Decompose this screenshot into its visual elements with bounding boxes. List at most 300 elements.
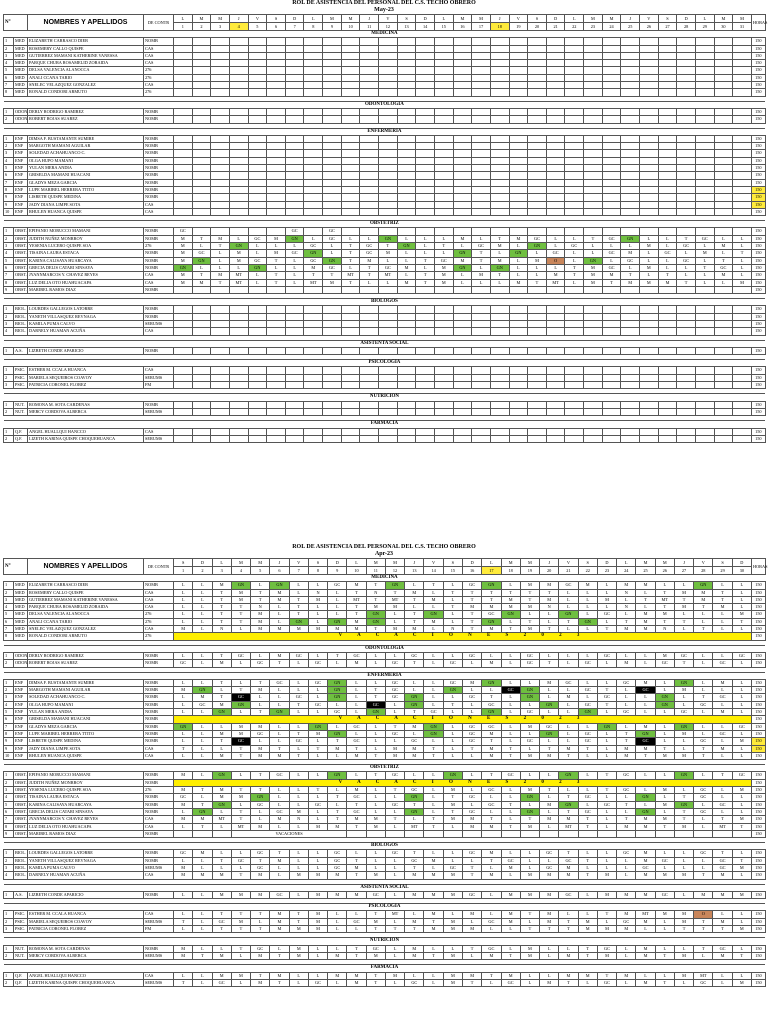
shift-cell: L xyxy=(462,952,481,959)
shift-cell xyxy=(174,306,193,313)
shift-cell: GC xyxy=(366,701,385,708)
shift-cell: L xyxy=(462,787,481,794)
shift-cell: L xyxy=(270,794,289,801)
shift-cell: L xyxy=(636,660,655,667)
shift-cell: L xyxy=(443,850,462,857)
shift-cell xyxy=(472,401,491,408)
shift-cell: L xyxy=(546,235,565,242)
hours-total: 150 xyxy=(751,779,765,786)
shift-cell: L xyxy=(193,582,212,589)
shift-cell xyxy=(434,306,453,313)
shift-cell: L xyxy=(270,604,289,611)
day-letter: M xyxy=(584,15,603,23)
shift-cell: L xyxy=(251,582,270,589)
contract-type: 276 xyxy=(144,633,174,640)
row-number: 4 xyxy=(4,701,14,708)
shift-cell: L xyxy=(658,235,677,242)
shift-cell xyxy=(285,172,304,179)
shift-cell xyxy=(714,201,733,208)
day-number: 21 xyxy=(546,23,565,31)
shift-cell: L xyxy=(732,794,751,801)
staff-name: LUZ DELIA OTO HUAHUACAPA xyxy=(28,823,144,830)
staff-name: LUPE MARIBEL HERRERA TTITO xyxy=(28,186,144,193)
shift-cell: L xyxy=(695,257,714,264)
shift-cell xyxy=(472,435,491,442)
shift-cell: L xyxy=(289,709,308,716)
shift-cell xyxy=(416,150,435,157)
shift-cell xyxy=(714,38,733,45)
shift-cell: L xyxy=(270,823,289,830)
shift-cell xyxy=(597,830,616,837)
staff-name: MARGOTH MAMANI AGUILAR xyxy=(28,143,144,150)
shift-cell: GC xyxy=(602,264,621,271)
shift-cell xyxy=(621,401,640,408)
shift-cell: L xyxy=(597,816,616,823)
shift-cell xyxy=(174,108,193,115)
day-letter: M xyxy=(733,15,752,23)
hours-total: 150 xyxy=(751,150,765,157)
shift-cell: L xyxy=(443,911,462,918)
shift-cell xyxy=(602,135,621,142)
shift-cell xyxy=(366,830,385,837)
shift-cell: T xyxy=(424,918,443,925)
shift-cell: L xyxy=(640,272,659,279)
shift-cell xyxy=(323,313,342,320)
shift-cell: L xyxy=(174,926,193,933)
day-number: 20 xyxy=(528,23,547,31)
shift-cell: L xyxy=(713,618,732,625)
table-row xyxy=(4,745,766,752)
shift-cell xyxy=(509,367,528,374)
day-letter: M xyxy=(714,15,733,23)
shift-cell xyxy=(658,408,677,415)
shift-cell: M xyxy=(366,816,385,823)
shift-cell xyxy=(602,52,621,59)
shift-cell xyxy=(434,74,453,81)
shift-cell: T xyxy=(732,952,751,959)
shift-cell: GN xyxy=(424,723,443,730)
shift-cell: M xyxy=(694,596,713,603)
shift-cell xyxy=(360,194,379,201)
shift-cell xyxy=(323,108,342,115)
shift-cell xyxy=(229,165,248,172)
shift-cell: T xyxy=(323,272,342,279)
row-role: NUT. xyxy=(14,945,28,952)
shift-cell: T xyxy=(501,823,520,830)
shift-cell: L xyxy=(462,660,481,667)
hours-total: 150 xyxy=(751,201,765,208)
shift-cell: M xyxy=(366,952,385,959)
shift-cell: L xyxy=(251,918,270,925)
shift-cell: T xyxy=(174,979,193,986)
shift-cell: T xyxy=(559,752,578,759)
shift-cell: GN xyxy=(248,264,267,271)
shift-cell xyxy=(397,108,416,115)
shift-cell xyxy=(229,108,248,115)
shift-cell: GC xyxy=(578,808,597,815)
shift-cell xyxy=(192,143,211,150)
shift-cell xyxy=(248,286,267,293)
row-role: BIOL. xyxy=(15,313,27,319)
shift-cell: M xyxy=(434,272,453,279)
shift-cell: L xyxy=(509,264,528,271)
shift-cell: T xyxy=(416,257,435,264)
shift-cell xyxy=(379,165,398,172)
hours-total: 150 xyxy=(751,313,765,320)
shift-cell xyxy=(658,347,677,354)
row-number: 8 xyxy=(4,279,14,286)
shift-cell xyxy=(695,108,714,115)
day-number: 28 xyxy=(677,23,696,31)
shift-cell: M xyxy=(655,611,674,618)
hours-total: 150 xyxy=(751,228,765,235)
day-number: 17 xyxy=(472,23,491,31)
shift-cell: GN xyxy=(597,723,616,730)
shift-cell xyxy=(565,143,584,150)
shift-cell xyxy=(434,374,453,381)
shift-cell: L xyxy=(733,272,752,279)
section-header: PSICOLOGIA xyxy=(4,904,766,911)
shift-cell xyxy=(248,320,267,327)
staff-name: JUDITH NUÑEZ MONRROY xyxy=(28,235,144,242)
shift-cell: GN xyxy=(366,618,385,625)
shift-cell: L xyxy=(308,582,327,589)
shift-cell xyxy=(546,347,565,354)
hours-total: 150 xyxy=(751,738,765,745)
contract-type: NOMB xyxy=(144,157,174,164)
shift-cell xyxy=(341,408,360,415)
section-header: MEDICINA xyxy=(4,575,766,582)
shift-cell xyxy=(174,313,193,320)
shift-cell: L xyxy=(732,660,751,667)
shift-cell xyxy=(379,157,398,164)
shift-cell: L xyxy=(193,618,212,625)
shift-cell xyxy=(509,179,528,186)
table-row xyxy=(4,382,766,389)
shift-cell: L xyxy=(597,582,616,589)
shift-cell: L xyxy=(328,589,347,596)
shift-cell: L xyxy=(193,857,212,864)
staff-name: PATRICIA CORONEL FLOREZ xyxy=(28,382,144,389)
shift-cell: T xyxy=(251,679,270,686)
shift-cell xyxy=(248,367,267,374)
shift-cell: L xyxy=(379,279,398,286)
shift-cell: GC xyxy=(578,730,597,737)
shift-cell xyxy=(546,135,565,142)
shift-cell: L xyxy=(251,694,270,701)
shift-cell xyxy=(565,38,584,45)
shift-cell: L xyxy=(366,864,385,871)
staff-name: LUZ DELIA OTO HUAHUACAPA xyxy=(28,279,144,286)
row-role: OBST. xyxy=(15,808,27,814)
shift-cell xyxy=(584,228,603,235)
shift-cell xyxy=(617,830,636,837)
shift-cell: L xyxy=(501,660,520,667)
hours-total: 150 xyxy=(751,328,765,335)
row-role: BIOL. xyxy=(15,306,27,312)
shift-cell xyxy=(658,428,677,435)
shift-cell: T xyxy=(231,618,250,625)
shift-cell: M xyxy=(694,589,713,596)
shift-cell xyxy=(528,135,547,142)
shift-cell xyxy=(248,428,267,435)
shift-cell xyxy=(602,401,621,408)
shift-cell: GC xyxy=(270,808,289,815)
table-row xyxy=(4,186,766,193)
shift-cell xyxy=(211,60,230,67)
shift-cell xyxy=(211,67,230,74)
shift-cell: L xyxy=(597,918,616,925)
shift-cell: L xyxy=(397,250,416,257)
shift-cell: L xyxy=(540,738,559,745)
shift-cell: GN xyxy=(490,264,509,271)
hours-total: 150 xyxy=(751,730,765,737)
shift-cell: L xyxy=(578,787,597,794)
shift-cell: T xyxy=(385,787,404,794)
shift-cell: GC xyxy=(546,250,565,257)
table-row xyxy=(4,716,766,723)
shift-cell xyxy=(192,45,211,52)
shift-cell: L xyxy=(347,687,366,694)
shift-cell xyxy=(360,306,379,313)
shift-cell xyxy=(509,428,528,435)
shift-cell: GN xyxy=(520,694,539,701)
shift-cell: T xyxy=(694,926,713,933)
shift-cell: L xyxy=(193,626,212,633)
shift-cell xyxy=(640,116,659,123)
shift-cell xyxy=(565,347,584,354)
shift-cell xyxy=(379,150,398,157)
contract-type: NOMB xyxy=(144,808,174,815)
shift-cell xyxy=(267,194,286,201)
shift-cell: GN xyxy=(405,794,424,801)
shift-cell xyxy=(379,194,398,201)
shift-cell xyxy=(602,186,621,193)
shift-cell xyxy=(267,116,286,123)
shift-cell xyxy=(472,89,491,96)
shift-cell xyxy=(584,408,603,415)
shift-cell xyxy=(229,208,248,215)
shift-cell: L xyxy=(360,235,379,242)
shift-cell: GN xyxy=(405,701,424,708)
shift-cell: GC xyxy=(347,723,366,730)
contract-type: 276 xyxy=(144,243,174,250)
shift-cell xyxy=(565,328,584,335)
shift-cell: L xyxy=(397,235,416,242)
hours-total: 150 xyxy=(751,823,765,830)
shift-cell: T xyxy=(405,864,424,871)
shift-cell: M xyxy=(578,972,597,979)
shift-cell: T xyxy=(347,945,366,952)
shift-cell: T xyxy=(443,808,462,815)
shift-cell xyxy=(416,328,435,335)
shift-cell xyxy=(341,165,360,172)
shift-cell xyxy=(472,67,491,74)
staff-name: ANALI CCANA TARIO xyxy=(28,618,144,625)
shift-cell xyxy=(347,830,366,837)
table-row xyxy=(4,374,766,381)
shift-cell: L xyxy=(328,945,347,952)
shift-cell xyxy=(192,367,211,374)
shift-cell xyxy=(546,194,565,201)
shift-cell xyxy=(285,328,304,335)
shift-cell: L xyxy=(328,787,347,794)
shift-cell: T xyxy=(405,850,424,857)
row-role: OBST. xyxy=(15,772,27,778)
shift-cell xyxy=(211,38,230,45)
row-number: 4 xyxy=(4,604,14,611)
shift-cell: M xyxy=(212,730,231,737)
shift-cell xyxy=(323,74,342,81)
row-number: 3 xyxy=(4,320,14,327)
shift-cell: L xyxy=(501,709,520,716)
shift-cell xyxy=(211,179,230,186)
shift-cell: GN xyxy=(636,730,655,737)
staff-name: SOLEDAD ACHAHUANCO C. xyxy=(28,694,144,701)
shift-cell xyxy=(528,194,547,201)
shift-cell xyxy=(341,374,360,381)
shift-cell: L xyxy=(565,279,584,286)
shift-cell: M xyxy=(231,918,250,925)
shift-cell: L xyxy=(231,660,250,667)
shift-cell: GN xyxy=(520,687,539,694)
shift-cell: L xyxy=(540,694,559,701)
row-number: 2 xyxy=(4,589,14,596)
row-number: 1 xyxy=(4,652,14,659)
shift-cell: M xyxy=(251,752,270,759)
shift-cell xyxy=(192,328,211,335)
shift-cell xyxy=(714,313,733,320)
shift-cell: L xyxy=(366,679,385,686)
shift-cell xyxy=(528,52,547,59)
shift-cell: L xyxy=(366,857,385,864)
shift-cell: T xyxy=(655,589,674,596)
shift-cell xyxy=(416,60,435,67)
shift-cell xyxy=(211,347,230,354)
shift-cell: GC xyxy=(732,652,751,659)
shift-cell xyxy=(714,374,733,381)
shift-cell: L xyxy=(559,723,578,730)
shift-cell xyxy=(640,67,659,74)
shift-cell: L xyxy=(714,235,733,242)
hours-total: 150 xyxy=(751,611,765,618)
shift-cell: L xyxy=(540,772,559,779)
day-number: 16 xyxy=(462,567,481,575)
shift-cell xyxy=(677,179,696,186)
shift-cell xyxy=(621,328,640,335)
shift-cell: M xyxy=(308,730,327,737)
shift-cell: T xyxy=(174,745,193,752)
hours-total: 150 xyxy=(751,816,765,823)
shift-cell: L xyxy=(655,945,674,952)
shift-cell xyxy=(229,135,248,142)
hours-total: 150 xyxy=(751,320,765,327)
shift-cell xyxy=(416,186,435,193)
shift-cell: GC xyxy=(674,652,693,659)
shift-cell: M xyxy=(174,952,193,959)
row-role: BIOL. xyxy=(15,864,27,870)
shift-cell xyxy=(434,201,453,208)
contract-type: NOMB xyxy=(144,801,174,808)
shift-cell xyxy=(434,116,453,123)
hours-total: 150 xyxy=(751,709,765,716)
day-letter: M xyxy=(192,15,211,23)
table-row xyxy=(4,952,766,959)
corner-label: N° xyxy=(4,559,28,575)
shift-cell xyxy=(360,108,379,115)
day-number: 10 xyxy=(347,567,366,575)
shift-cell: M xyxy=(385,604,404,611)
row-number: 3 xyxy=(4,382,14,389)
shift-cell: MT xyxy=(229,279,248,286)
shift-cell: GC xyxy=(443,864,462,871)
shift-cell xyxy=(248,328,267,335)
row-role: ENF xyxy=(14,208,28,215)
shift-cell: L xyxy=(328,979,347,986)
day-number: 2 xyxy=(192,23,211,31)
shift-cell: M xyxy=(211,235,230,242)
shift-cell: L xyxy=(424,694,443,701)
shift-cell xyxy=(509,74,528,81)
shift-cell: L xyxy=(559,911,578,918)
shift-cell xyxy=(528,179,547,186)
shift-cell xyxy=(323,38,342,45)
shift-cell: L xyxy=(385,945,404,952)
shift-cell xyxy=(490,45,509,52)
shift-cell xyxy=(267,408,286,415)
shift-cell: L xyxy=(443,857,462,864)
shift-cell xyxy=(285,116,304,123)
contract-type: NOMB xyxy=(144,679,174,686)
day-letter: L xyxy=(695,15,714,23)
shift-cell xyxy=(621,286,640,293)
shift-cell xyxy=(677,320,696,327)
shift-cell: T xyxy=(597,772,616,779)
shift-cell: M xyxy=(347,891,366,898)
shift-cell xyxy=(360,150,379,157)
shift-cell: L xyxy=(694,687,713,694)
shift-cell: GN xyxy=(285,235,304,242)
shift-cell: M xyxy=(328,872,347,879)
shift-cell xyxy=(248,435,267,442)
row-number: 1 xyxy=(4,306,14,313)
shift-cell: GC xyxy=(231,738,250,745)
shift-cell: L xyxy=(405,772,424,779)
shift-cell: L xyxy=(211,250,230,257)
shift-cell xyxy=(602,320,621,327)
shift-cell: L xyxy=(270,945,289,952)
shift-cell xyxy=(416,286,435,293)
shift-cell: L xyxy=(174,582,193,589)
shift-cell xyxy=(528,328,547,335)
contract-type: NOMB xyxy=(144,652,174,659)
shift-cell: M xyxy=(482,850,501,857)
shift-cell xyxy=(397,313,416,320)
shift-cell: T xyxy=(424,752,443,759)
shift-cell xyxy=(509,306,528,313)
shift-cell xyxy=(323,89,342,96)
shift-cell xyxy=(509,143,528,150)
shift-cell xyxy=(621,320,640,327)
contract-type: NOMB xyxy=(144,891,174,898)
shift-cell: M xyxy=(655,787,674,794)
shift-cell: GC xyxy=(617,918,636,925)
shift-cell: L xyxy=(482,911,501,918)
contract-type: CAS xyxy=(144,52,174,59)
shift-cell xyxy=(174,328,193,335)
shift-cell xyxy=(640,89,659,96)
shift-cell xyxy=(434,89,453,96)
